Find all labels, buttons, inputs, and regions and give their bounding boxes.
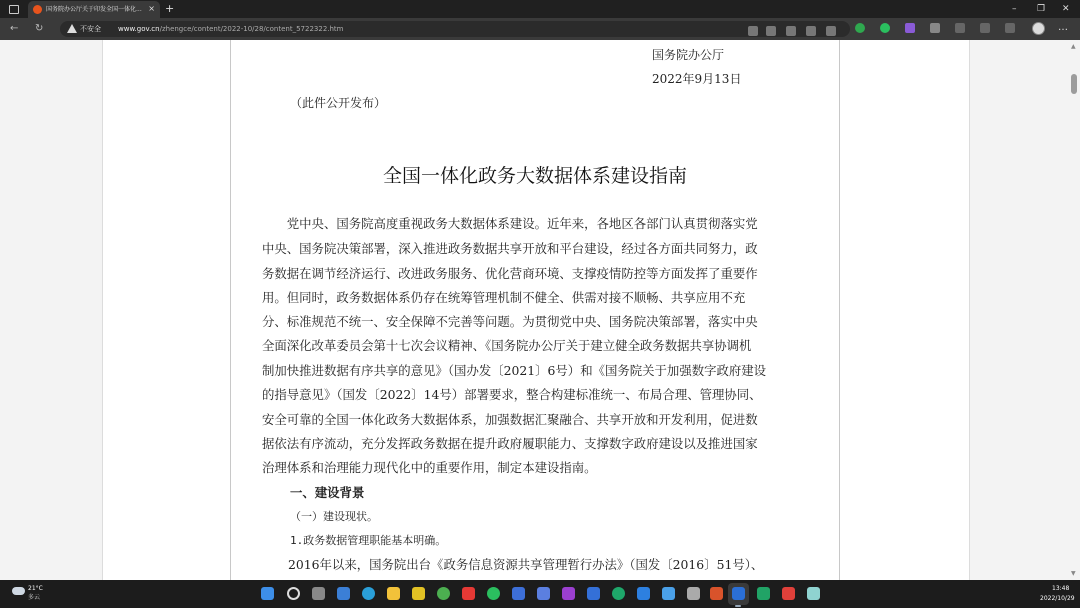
app-blue-icon[interactable] — [512, 587, 525, 600]
taskbar — [0, 580, 1080, 608]
chrome-icon[interactable] — [437, 587, 450, 600]
cloud-icon[interactable] — [12, 587, 25, 595]
file-explorer-icon[interactable] — [387, 587, 400, 600]
powerpoint-icon[interactable] — [710, 587, 723, 600]
app-circle-icon[interactable] — [612, 587, 625, 600]
paragraph-line: 务数据在调节经济运行、改进政务服务、优化营商环境、支撑疫情防控等方面发挥了重要作 — [262, 266, 758, 281]
extension-wechat-icon[interactable] — [880, 23, 890, 33]
profile-icon[interactable] — [1032, 22, 1045, 35]
scroll-thumb[interactable] — [1071, 74, 1077, 94]
font-icon[interactable] — [806, 26, 816, 36]
immersive-reader-icon[interactable] — [766, 26, 776, 36]
app-check-icon[interactable] — [537, 587, 550, 600]
subsection-heading: （一）建设现状。 — [290, 510, 378, 523]
tab-strip — [0, 0, 1080, 18]
sign-date: 2022年9月13日 — [652, 72, 742, 86]
task-view-icon[interactable] — [312, 587, 325, 600]
extension-green-icon[interactable] — [855, 23, 865, 33]
widgets-icon[interactable] — [337, 587, 350, 600]
app-cloud-icon[interactable] — [662, 587, 675, 600]
tab-actions-icon[interactable] — [9, 5, 19, 14]
minimize-icon[interactable]: – — [1012, 4, 1017, 14]
url-path: /zhengce/content/2022-10/28/content_5722322.htm — [159, 25, 344, 33]
sheets-icon[interactable] — [757, 587, 770, 600]
paragraph-line: 中央、国务院决策部署，深入推进政务数据共享开放和平台建设，经过各方面共同努力，政 — [262, 241, 758, 256]
clock-time[interactable]: 13:48 — [1052, 585, 1070, 592]
restore-icon[interactable]: ❐ — [1037, 4, 1046, 14]
page-scrollbar[interactable] — [1068, 40, 1080, 580]
app-cube-icon[interactable] — [687, 587, 700, 600]
paragraph-line: 安全可靠的全国一体化政务大数据体系，加强数据汇聚融合、共享开放和开发利用，促进数 — [262, 412, 758, 427]
wechat-icon[interactable] — [487, 587, 500, 600]
document-title: 全国一体化政务大数据体系建设指南 — [382, 165, 687, 187]
tab-close-icon[interactable]: × — [148, 4, 155, 13]
extension-purple-icon[interactable] — [905, 23, 915, 33]
collections-icon[interactable] — [1005, 23, 1015, 33]
edge-icon[interactable] — [362, 587, 375, 600]
paragraph-line: 2016年以来，国务院出台《政务信息资源共享管理暂行办法》（国发〔2016〕51号）、 — [288, 557, 764, 572]
publish-note: （此件公开发布） — [290, 96, 387, 110]
pdf-icon[interactable] — [782, 587, 795, 600]
section-heading: 一、建设背景 — [290, 485, 365, 500]
browser-tab[interactable] — [28, 1, 160, 18]
app-purple-icon[interactable] — [562, 587, 575, 600]
paragraph-line: 全面深化改革委员会第十七次会议精神、《国务院办公厅关于建立健全政务数据共享协调机 — [262, 338, 752, 353]
scroll-up-icon[interactable]: ▲ — [1071, 43, 1076, 50]
item-heading: 1.政务数据管理职能基本明确。 — [290, 534, 447, 547]
app-tablet-icon[interactable] — [807, 587, 820, 600]
zoom-icon[interactable] — [826, 26, 836, 36]
url-text[interactable] — [118, 23, 344, 35]
app-yellow-icon[interactable] — [412, 587, 425, 600]
active-indicator — [735, 605, 741, 607]
app-blue2-icon[interactable] — [587, 587, 600, 600]
extension-gray-icon[interactable] — [930, 23, 940, 33]
favorites-icon[interactable] — [980, 23, 990, 33]
paragraph-line: 据依法有序流动，充分发挥政务数据在提升政府履职能力、支撑数字政府建设以及推进国家 — [262, 436, 758, 451]
app-star-icon[interactable] — [637, 587, 650, 600]
refresh-page-icon[interactable]: ↻ — [35, 23, 44, 34]
address-bar[interactable] — [60, 21, 850, 37]
search-icon[interactable] — [287, 587, 300, 600]
paragraph-line: 用。但同时，政务数据体系仍存在统筹管理机制不健全、供需对接不顺畅、共享应用不充 — [262, 290, 746, 305]
back-icon[interactable]: ← — [10, 23, 19, 34]
word-icon[interactable] — [732, 587, 745, 600]
translate-icon[interactable] — [786, 26, 796, 36]
paragraph-line: 党中央、国务院高度重视政务大数据体系建设。近年来，各地区各部门认真贯彻落实党 — [262, 216, 758, 231]
site-favicon-icon — [33, 5, 42, 14]
refresh-icon[interactable] — [955, 23, 965, 33]
warning-icon — [67, 24, 77, 33]
start-icon[interactable] — [261, 587, 274, 600]
new-tab-button[interactable]: + — [165, 2, 175, 15]
url-domain: www.gov.cn — [118, 25, 160, 33]
paragraph-line: 分、标准规范不统一、安全保障不完善等问题。为贯彻党中央、国务院决策部署，落实中央 — [262, 314, 758, 329]
address-toolbar — [0, 18, 1080, 40]
clock-date[interactable]: 2022/10/29 — [1040, 595, 1075, 602]
tab-title: 国务院办公厅关于印发全国一体化... — [46, 6, 142, 13]
weather-description[interactable]: 多云 — [28, 594, 41, 601]
security-label[interactable]: 不安全 — [80, 25, 101, 33]
paragraph-line: 制加快推进数据有序共享的意见》（国办发〔2021〕6号）和《国务院关于加强数字政府建设 — [262, 363, 767, 378]
weather-temperature[interactable]: 21°C — [28, 585, 43, 592]
app-red-icon[interactable] — [462, 587, 475, 600]
close-window-icon[interactable]: ✕ — [1062, 4, 1070, 14]
paragraph-line: 治理体系和治理能力现代化中的重要作用，制定本建设指南。 — [262, 460, 597, 475]
more-icon[interactable]: … — [1058, 22, 1068, 33]
scroll-down-icon[interactable]: ▼ — [1071, 570, 1076, 577]
paragraph-line: 的指导意见》（国发〔2022〕14号）部署要求，整合构建标准统一、布局合理、管理协同、 — [262, 387, 762, 402]
read-aloud-icon[interactable] — [748, 26, 758, 36]
signatory: 国务院办公厅 — [652, 48, 725, 62]
